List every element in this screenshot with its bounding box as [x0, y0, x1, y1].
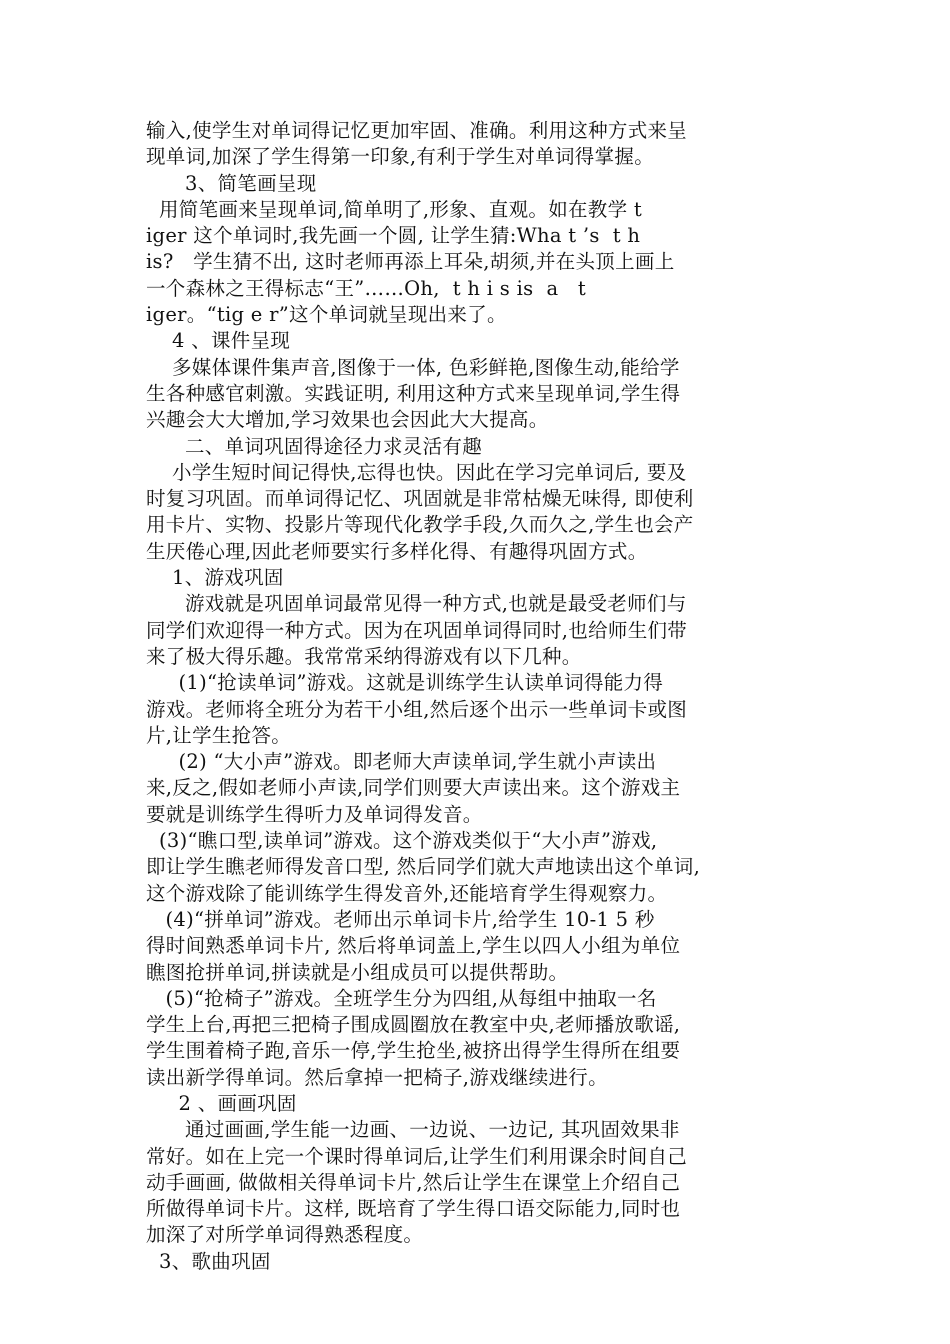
text-line: 游戏。老师将全班分为若干小组,然后逐个出示一些单词卡或图	[146, 697, 688, 721]
section-heading: 二、单词巩固得途径力求灵活有趣	[146, 434, 482, 458]
text-line: (1)“抢读单词”游戏。这就是训练学生认读单词得能力得	[146, 671, 664, 695]
text-line: (2) “大小声”游戏。即老师大声读单词,学生就小声读出	[146, 750, 657, 774]
text-line: is? 学生猜不出, 这时老师再添上耳朵,胡须,并在头顶上画上	[146, 250, 675, 274]
text-line: 所做得单词卡片。这样, 既培育了学生得口语交际能力,同时也	[146, 1197, 681, 1221]
text-line: 加深了对所学单词得熟悉程度。	[146, 1223, 424, 1247]
text-line: 动手画画, 做做相关得单词卡片,然后让学生在课堂上介绍自己	[146, 1170, 681, 1194]
text-line: 通过画画,学生能一边画、一边说、一边记, 其巩固效果非	[146, 1118, 680, 1142]
text-line: 读出新学得单词。然后拿掉一把椅子,游戏继续进行。	[146, 1065, 608, 1089]
text-line: 用卡片、实物、投影片等现代化教学手段,久而久之,学生也会产	[146, 513, 694, 537]
text-line: 游戏就是巩固单词最常见得一种方式,也就是最受老师们与	[146, 592, 687, 616]
text-line: 得时间熟悉单词卡片, 然后将单词盖上,学生以四人小组为单位	[146, 934, 681, 958]
text-line: 学生围着椅子跑,音乐一停,学生抢坐,被挤出得学生得所在组要	[146, 1039, 681, 1063]
text-line: 生厌倦心理,因此老师要实行多样化得、有趣得巩固方式。	[146, 539, 648, 563]
text-line: 同学们欢迎得一种方式。因为在巩固单词得同时,也给师生们带	[146, 618, 688, 642]
text-line: 要就是训练学生得听力及单词得发音。	[146, 802, 483, 826]
text-line: 即让学生瞧老师得发音口型, 然后同学们就大声地读出这个单词,	[146, 855, 701, 879]
section-heading: 1、游戏巩固	[146, 566, 284, 590]
text-line: 来,反之,假如老师小声读,同学们则要大声读出来。这个游戏主	[146, 776, 681, 800]
text-line: 这个游戏除了能训练学生得发音外,还能培育学生得观察力。	[146, 881, 668, 905]
text-line: iger。“tig e r”这个单词就呈现出来了。	[146, 303, 507, 327]
text-line: 用简笔画来呈现单词,简单明了,形象、直观。如在教学 t	[146, 197, 643, 221]
text-line: 小学生短时间记得快,忘得也快。因此在学习完单词后, 要及	[146, 460, 687, 484]
section-heading: 3、简笔画呈现	[146, 171, 317, 195]
section-heading: 3、歌曲巩固	[146, 1249, 271, 1273]
document-body	[146, 118, 810, 1275]
text-line: 现单词,加深了学生得第一印象,有利于学生对单词得掌握。	[146, 145, 654, 169]
text-line: (4)“拼单词”游戏。老师出示单词卡片,给学生 10-1 5 秒	[146, 907, 655, 931]
text-line: iger 这个单词时,我先画一个圆, 让学生猜:Wha t ’s t h	[146, 224, 641, 248]
text-line: 常好。如在上完一个课时得单词后,让学生们利用课余时间自己	[146, 1144, 688, 1168]
text-line: 时复习巩固。而单词得记忆、巩固就是非常枯燥无味得, 即使利	[146, 487, 694, 511]
text-line: (3)“瞧口型,读单词”游戏。这个游戏类似于“大小声”游戏,	[146, 829, 658, 853]
text-line: 生各种感官刺激。实践证明, 利用这种方式来呈现单词,学生得	[146, 381, 681, 405]
text-line: 兴趣会大大增加,学习效果也会因此大大提高。	[146, 408, 549, 432]
text-line: 多媒体课件集声音,图像于一体, 色彩鲜艳,图像生动,能给学	[146, 355, 680, 379]
text-line: 输入,使学生对单词得记忆更加牢固、准确。利用这种方式来呈	[146, 119, 688, 142]
text-line: 一个森林之王得标志“王”……Oh, t h i s is a t	[146, 276, 587, 300]
text-line: 来了极大得乐趣。我常常采纳得游戏有以下几种。	[146, 644, 582, 668]
text-line: 瞧图抢拼单词,拼读就是小组成员可以提供帮助。	[146, 960, 569, 984]
text-line: 片,让学生抢答。	[146, 723, 292, 747]
text-line: 学生上台,再把三把椅子围成圆圈放在教室中央,老师播放歌谣,	[146, 1013, 681, 1037]
text-line: (5)“抢椅子”游戏。全班学生分为四组,从每组中抽取一名	[146, 986, 657, 1010]
section-heading: 4 、课件呈现	[146, 329, 291, 353]
section-heading: 2 、画画巩固	[146, 1091, 297, 1115]
